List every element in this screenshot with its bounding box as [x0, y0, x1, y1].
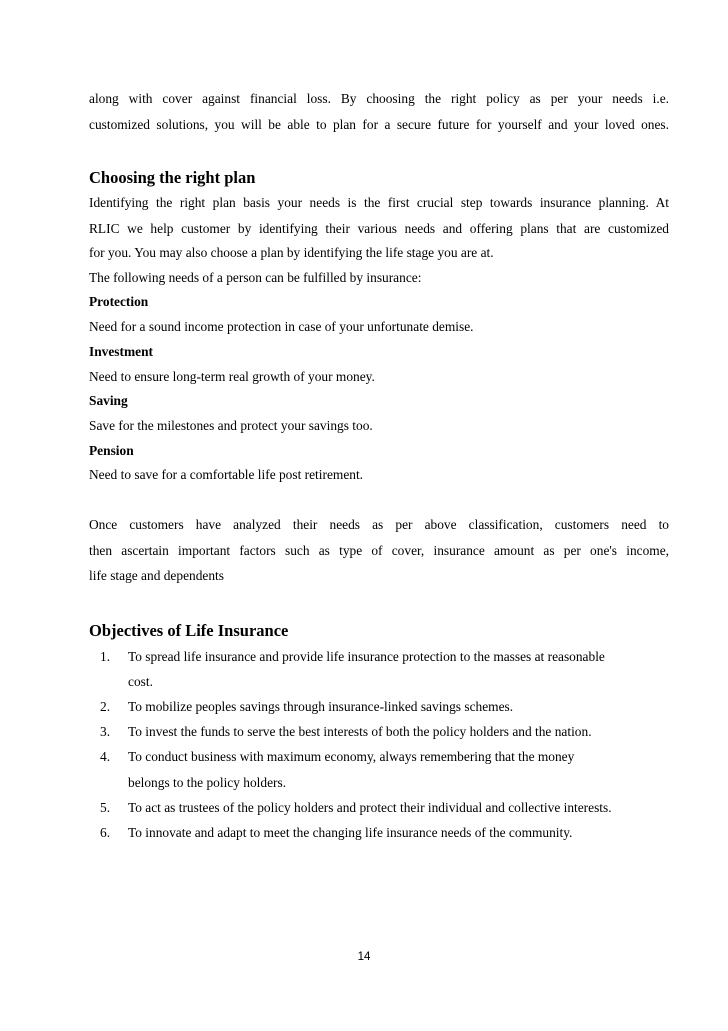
list-number: 6. — [100, 824, 111, 840]
need-title: Investment — [89, 343, 153, 359]
list-number: 2. — [100, 698, 111, 714]
list-item — [89, 820, 669, 845]
text-line: Identifying the right plan basis your needs is the first crucial step towards insurance planning. At — [89, 195, 669, 210]
list-number: 4. — [100, 749, 111, 765]
need-title: Protection — [89, 294, 149, 310]
need-desc: Need to save for a comfortable life post retirement. — [89, 467, 364, 483]
intro-paragraph — [89, 86, 669, 137]
need-desc: Need for a sound income protection in case of your unfortunate demise. — [89, 319, 474, 335]
needs-intro: The following needs of a person can be fulfilled by insurance: — [89, 269, 422, 285]
list-item — [89, 744, 669, 794]
text-line: for you. You may also choose a plan by identifying the life stage you are at. — [89, 245, 494, 260]
section-heading-choosing: Choosing the right plan — [89, 168, 256, 187]
list-item — [89, 694, 669, 719]
section-heading-objectives: Objectives of Life Insurance — [89, 620, 289, 640]
list-text-continued: belongs to the policy holders. — [128, 774, 287, 790]
list-text: To invest the funds to serve the best interests of both the policy holders and the nation. — [128, 724, 592, 740]
text-line: life stage and dependents — [89, 568, 224, 584]
need-desc: Save for the milestones and protect your savings too. — [89, 417, 373, 433]
need-title: Pension — [89, 442, 134, 458]
need-desc: Need to ensure long-term real growth of your money. — [89, 368, 375, 384]
text-line: then ascertain important factors such as type of cover, insurance amount as per one's income, — [89, 542, 669, 558]
list-item — [89, 719, 669, 744]
needs-list — [89, 290, 669, 488]
text-line: customized solutions, you will be able to plan for a secure future for yourself and your loved ones. — [89, 116, 669, 132]
list-text: To innovate and adapt to meet the changing life insurance needs of the community. — [128, 824, 573, 840]
list-number: 5. — [100, 799, 111, 815]
text-line: Once customers have analyzed their needs as per above classification, customers need to — [89, 517, 669, 533]
list-number: 1. — [100, 648, 111, 664]
list-text: To conduct business with maximum economy, always remembering that the money — [128, 749, 575, 765]
choosing-paragraph — [89, 190, 669, 266]
text-line: along with cover against financial loss. By choosing the right policy as per your needs i.e. — [89, 91, 669, 106]
list-text: To mobilize peoples savings through insurance-linked savings schemes. — [128, 698, 514, 714]
page-number: 14 — [357, 951, 371, 963]
text-line: RLIC we help customer by identifying their various needs and offering plans that are customized — [89, 220, 669, 236]
list-text: To spread life insurance and provide life insurance protection to the masses at reasonable — [128, 648, 605, 664]
document-page — [89, 86, 669, 845]
list-text-continued: cost. — [128, 673, 153, 689]
list-item — [89, 644, 669, 694]
factors-paragraph — [89, 512, 669, 589]
list-text: To act as trustees of the policy holders and protect their individual and collective interests. — [128, 799, 612, 815]
list-number: 3. — [100, 724, 111, 740]
objectives-list — [89, 644, 669, 846]
need-title: Saving — [89, 393, 128, 409]
list-item — [89, 795, 669, 820]
